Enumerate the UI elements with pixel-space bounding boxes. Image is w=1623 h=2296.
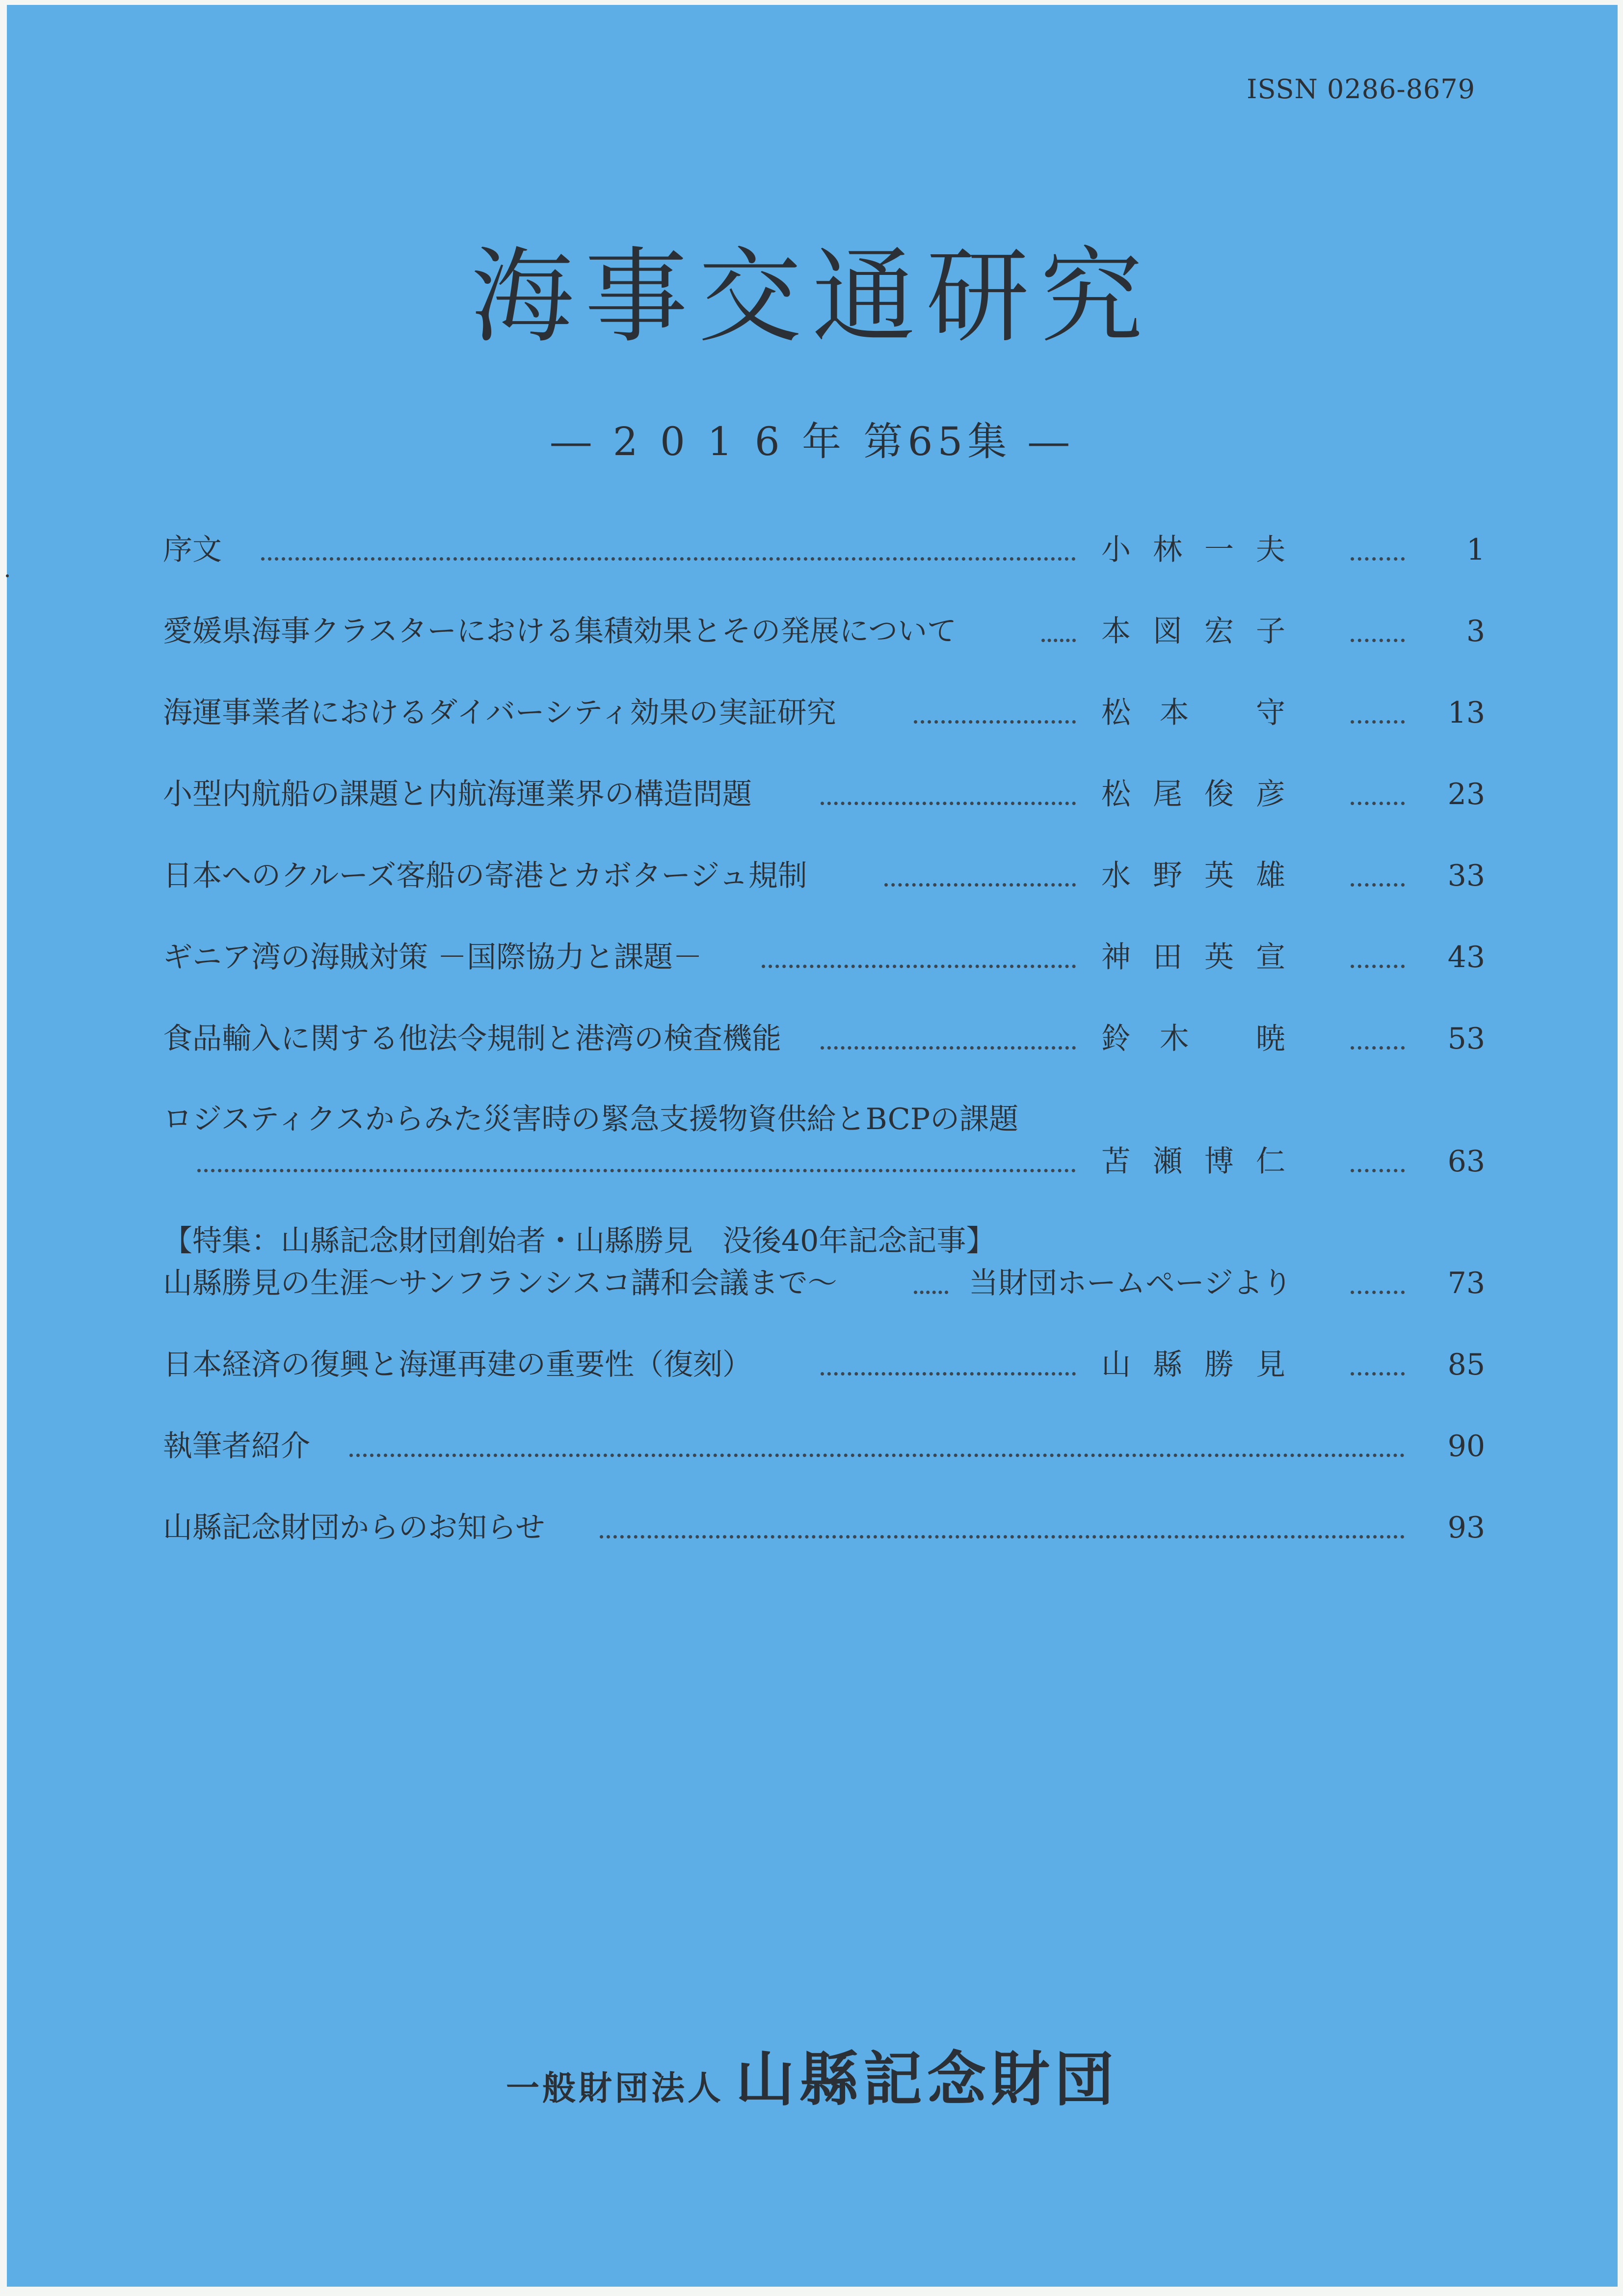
toc-author: 鈴木 暁 (1101, 1022, 1285, 1056)
publisher (7, 2032, 1618, 2117)
toc-page: 13 (1447, 696, 1485, 730)
toc-page: 63 (1447, 1144, 1485, 1179)
toc-title: 日本へのクルーズ客船の寄港とカボタージュ規制 (163, 859, 807, 893)
toc-page: 73 (1447, 1266, 1485, 1300)
toc-page: 53 (1447, 1022, 1485, 1056)
toc-author: 小林一夫 (1101, 533, 1285, 567)
toc-entry[interactable] (163, 856, 1485, 895)
table-of-contents (7, 5, 1618, 2287)
leader-dots (821, 802, 1076, 805)
toc-page: 93 (1447, 1511, 1485, 1545)
toc-author: 神田英宣 (1101, 940, 1285, 974)
toc-title: 食品輸入に関する他法令規制と港湾の検査機能 (163, 1022, 781, 1056)
toc-author: 水野英雄 (1101, 859, 1285, 893)
toc-page: 3 (1466, 614, 1485, 648)
issn-number: ISSN 0286-8679 (1247, 74, 1475, 105)
toc-entry[interactable] (163, 693, 1485, 732)
toc-title: ギニア湾の海賊対策 －国際協力と課題－ (163, 940, 703, 974)
toc-page: 23 (1447, 777, 1485, 811)
toc-entry[interactable] (163, 612, 1485, 651)
toc-entry[interactable] (163, 938, 1485, 977)
toc-entry[interactable] (163, 1019, 1485, 1058)
leader-dots (600, 1535, 1405, 1539)
toc-entry[interactable] (163, 1427, 1485, 1466)
journal-cover (7, 5, 1618, 2287)
toc-entry[interactable] (163, 1345, 1485, 1384)
toc-author: 本図宏子 (1101, 614, 1285, 648)
publisher-prefix: 一般財団法人 (506, 2069, 724, 2108)
leader-dots (884, 883, 1076, 887)
toc-title: 序文 (163, 533, 222, 567)
toc-entry[interactable] (163, 1508, 1485, 1547)
toc-author: 山縣勝見 (1101, 1348, 1285, 1382)
leader-dots (1351, 883, 1405, 887)
leader-dots (914, 1291, 948, 1294)
toc-title: 海運事業者におけるダイバーシティ効果の実証研究 (163, 696, 836, 730)
leader-dots (261, 557, 1076, 561)
leader-dots (1351, 720, 1405, 724)
leader-dots (821, 1046, 1076, 1050)
leader-dots (1351, 557, 1405, 561)
toc-title-line[interactable]: ロジスティクスからみた災害時の緊急支援物資供給とBCPの課題 (163, 1102, 1019, 1136)
leader-dots (197, 1169, 1076, 1172)
toc-author: 松本 守 (1101, 696, 1285, 730)
toc-page: 90 (1447, 1429, 1485, 1463)
journal-title: 海事交通研究 (470, 237, 1154, 357)
toc-author: 苫瀬博仁 (1101, 1144, 1285, 1179)
toc-author: 当財団ホームページより (969, 1266, 1292, 1300)
special-feature-heading: 【特集：山縣記念財団創始者・山縣勝見 没後40年記念記事】 (163, 1224, 996, 1258)
leader-dots (821, 1372, 1076, 1376)
leader-dots (914, 720, 1076, 724)
toc-entry[interactable] (163, 1264, 1485, 1303)
toc-entry[interactable] (163, 1142, 1485, 1181)
toc-title: 山縣勝見の生涯～サンフランシスコ講和会議まで～ (163, 1266, 837, 1300)
leader-dots (1351, 1046, 1405, 1050)
leader-dots (1351, 802, 1405, 805)
leader-dots (1351, 1291, 1405, 1294)
toc-author: 松尾俊彦 (1101, 777, 1285, 811)
toc-title: 小型内航船の課題と内航海運業界の構造問題 (163, 777, 752, 811)
scan-speck (6, 574, 9, 577)
publisher-name: 山縣記念財団 (736, 2046, 1118, 2114)
toc-page: 33 (1447, 859, 1485, 893)
leader-dots (1351, 1169, 1405, 1172)
toc-title: 執筆者紹介 (163, 1429, 310, 1463)
leader-dots (762, 965, 1076, 968)
leader-dots (1041, 639, 1076, 642)
leader-dots (1351, 639, 1405, 642)
toc-page: 43 (1447, 940, 1485, 974)
toc-entry[interactable] (163, 775, 1485, 814)
toc-entry-preface[interactable] (163, 530, 1485, 569)
volume-subtitle: ― 2 0 1 6 年 第65集 ― (551, 419, 1073, 464)
toc-title: 日本経済の復興と海運再建の重要性（復刻） (163, 1348, 752, 1382)
leader-dots (1351, 965, 1405, 968)
toc-page: 1 (1466, 533, 1485, 567)
toc-title: 山縣記念財団からのお知らせ (163, 1511, 545, 1545)
leader-dots (349, 1454, 1405, 1457)
leader-dots (1351, 1372, 1405, 1376)
toc-page: 85 (1447, 1348, 1485, 1382)
toc-title: 愛媛県海事クラスターにおける集積効果とその発展について (163, 614, 957, 648)
